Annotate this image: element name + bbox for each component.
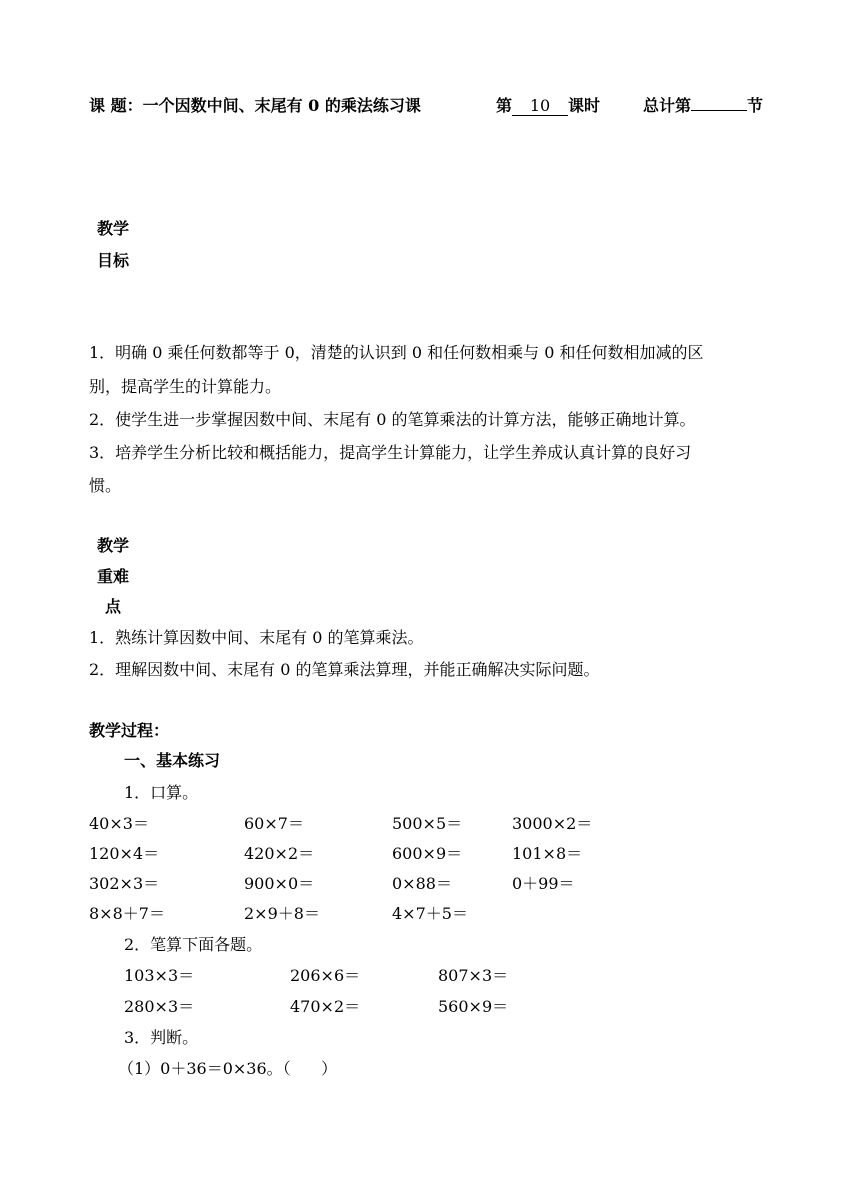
lesson-number-prefix: 第 xyxy=(496,96,513,115)
question-judge-title: 3．判断。 xyxy=(124,1028,199,1047)
oral-cell: 120×4＝ xyxy=(89,844,160,863)
judge-item-1: （1）0＋36＝0×36。（ ） xyxy=(118,1059,338,1078)
written-cell: 560×9＝ xyxy=(438,997,509,1016)
written-cell: 807×3＝ xyxy=(438,966,509,985)
oral-cell: 60×7＝ xyxy=(244,814,304,833)
header-label: 课 题： xyxy=(89,96,143,115)
objectives-heading-1: 教学 xyxy=(97,219,130,238)
lesson-number-field xyxy=(496,96,600,116)
question-written-title: 2．笔算下面各题。 xyxy=(124,935,263,954)
written-cell: 280×3＝ xyxy=(124,997,195,1016)
written-cell: 103×3＝ xyxy=(124,966,195,985)
oral-cell: 101×8＝ xyxy=(512,844,583,863)
lesson-header xyxy=(89,96,421,116)
keypoint-item-1: 1．熟练计算因数中间、末尾有 0 的笔算乘法。 xyxy=(89,628,424,647)
oral-cell: 600×9＝ xyxy=(392,844,463,863)
total-count-field xyxy=(643,96,763,116)
lesson-number-suffix: 课时 xyxy=(568,96,601,115)
total-count-suffix: 节 xyxy=(747,96,764,115)
objective-item-3-cont: 惯。 xyxy=(89,476,122,495)
oral-cell: 500×5＝ xyxy=(392,814,463,833)
keypoints-heading-2: 重难 xyxy=(97,567,130,586)
oral-cell: 2×9＋8＝ xyxy=(244,904,320,923)
objective-item-1: 1．明确 0 乘任何数都等于 0，清楚的认识到 0 和任何数相乘与 0 和任何数相加减的区 xyxy=(89,343,704,362)
lesson-title: 一个因数中间、末尾有 0 的乘法练习课 xyxy=(142,96,421,115)
question-oral-title: 1．口算。 xyxy=(124,783,199,802)
oral-cell: 40×3＝ xyxy=(89,814,149,833)
oral-cell: 900×0＝ xyxy=(244,874,315,893)
oral-cell: 302×3＝ xyxy=(89,874,160,893)
oral-cell: 8×8＋7＝ xyxy=(89,904,165,923)
written-cell: 470×2＝ xyxy=(290,997,361,1016)
keypoints-heading-3: 点 xyxy=(105,597,122,616)
lesson-number-value: 10 xyxy=(512,97,568,116)
oral-cell: 4×7＋5＝ xyxy=(392,904,468,923)
oral-cell: 3000×2＝ xyxy=(512,814,593,833)
total-count-value xyxy=(691,110,747,111)
oral-cell: 0×88＝ xyxy=(392,874,452,893)
objectives-heading-2: 目标 xyxy=(97,251,130,270)
process-heading: 教学过程： xyxy=(89,721,170,740)
objective-item-3: 3．培养学生分析比较和概括能力，提高学生计算能力，让学生养成认真计算的良好习 xyxy=(89,443,692,462)
objective-item-2: 2．使学生进一步掌握因数中间、末尾有 0 的笔算乘法的计算方法，能够正确地计算。 xyxy=(89,410,696,429)
objective-item-1-cont: 别，提高学生的计算能力。 xyxy=(89,377,282,396)
keypoints-heading-1: 教学 xyxy=(97,536,130,555)
oral-cell: 0＋99＝ xyxy=(512,874,575,893)
written-cell: 206×6＝ xyxy=(290,966,361,985)
total-count-prefix: 总计第 xyxy=(643,96,692,115)
section-basic-practice: 一、基本练习 xyxy=(124,751,221,770)
oral-cell: 420×2＝ xyxy=(244,844,315,863)
keypoint-item-2: 2．理解因数中间、末尾有 0 的笔算乘法算理，并能正确解决实际问题。 xyxy=(89,660,600,679)
